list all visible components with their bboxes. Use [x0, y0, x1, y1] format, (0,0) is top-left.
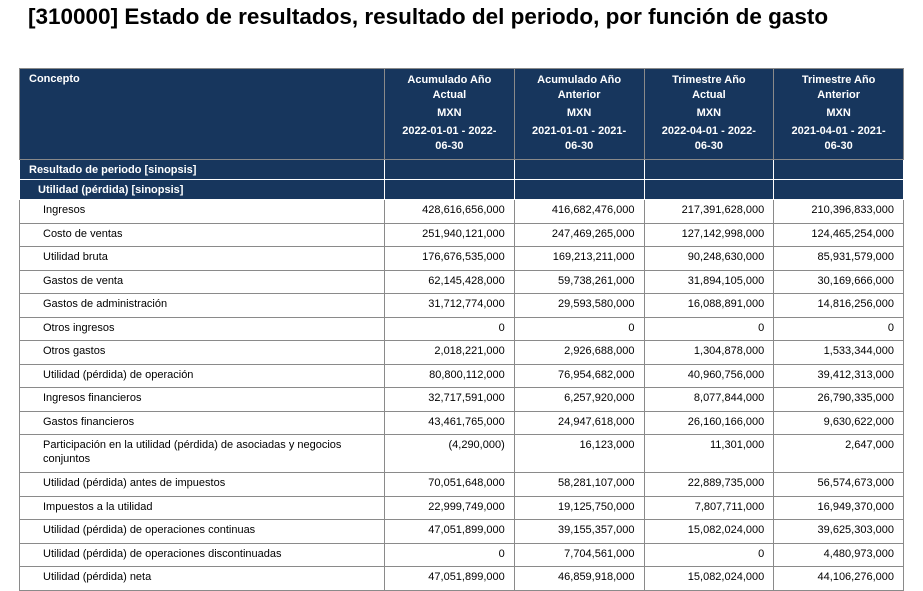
row-label: Gastos de venta [20, 270, 385, 294]
cell-value: 80,800,112,000 [385, 364, 515, 388]
column-header-title-line2: Actual [692, 89, 726, 101]
cell-value: 247,469,265,000 [514, 223, 644, 247]
cell-value: 11,301,000 [644, 435, 774, 473]
cell-value: 30,169,666,000 [774, 270, 904, 294]
table-row [20, 223, 904, 247]
column-header-title-line2: Anterior [557, 89, 601, 101]
cell-value: 1,533,344,000 [774, 341, 904, 365]
table-row [20, 567, 904, 591]
cell-value: (4,290,000) [385, 435, 515, 473]
cell-value: 22,999,749,000 [385, 496, 515, 520]
table-row [20, 388, 904, 412]
table-row [20, 411, 904, 435]
row-label: Utilidad (pérdida) antes de impuestos [20, 473, 385, 497]
cell-value: 16,123,000 [514, 435, 644, 473]
cell-value: 2,926,688,000 [514, 341, 644, 365]
cell-value: 56,574,673,000 [774, 473, 904, 497]
column-header-title-line1: Trimestre Año [672, 74, 746, 86]
cell-value: 176,676,535,000 [385, 247, 515, 271]
section-row [20, 160, 904, 180]
income-statement-table [19, 68, 904, 591]
cell-value: 15,082,024,000 [644, 567, 774, 591]
row-label: Utilidad (pérdida) de operación [20, 364, 385, 388]
cell-value: 16,088,891,000 [644, 294, 774, 318]
column-header-currency: MXN [696, 107, 722, 119]
page-title: [310000] Estado de resultados, resultado del periodo, por función de gasto [28, 4, 829, 29]
cell-value: 47,051,899,000 [385, 520, 515, 544]
column-header-currency: MXN [826, 107, 851, 119]
cell-value: 0 [774, 317, 904, 341]
cell-value: 416,682,476,000 [514, 200, 644, 224]
row-label: Impuestos a la utilidad [20, 496, 385, 520]
column-header-period-line2: 06-30 [694, 140, 723, 152]
cell-value: 31,894,105,000 [644, 270, 774, 294]
column-header-period-line2: 06-30 [565, 140, 594, 152]
cell-value: 58,281,107,000 [514, 473, 644, 497]
row-label: Ingresos financieros [20, 388, 385, 412]
column-header-title-line1: Acumulado Año [537, 74, 622, 86]
table-row [20, 341, 904, 365]
cell-value: 29,593,580,000 [514, 294, 644, 318]
column-header-title-line1: Trimestre Año [801, 74, 876, 86]
column-header-title-line2: Actual [432, 89, 467, 101]
section-label: Utilidad (pérdida) [sinopsis] [20, 180, 385, 200]
table-row [20, 364, 904, 388]
table-row [20, 520, 904, 544]
cell-value: 39,625,303,000 [774, 520, 904, 544]
cell-value: 4,480,973,000 [774, 543, 904, 567]
cell-value: 0 [514, 317, 644, 341]
cell-value: 44,106,276,000 [774, 567, 904, 591]
cell-value: 90,248,630,000 [644, 247, 774, 271]
column-header-currency: MXN [566, 107, 592, 119]
column-header-title-line2: Anterior [817, 89, 861, 101]
cell-value: 169,213,211,000 [514, 247, 644, 271]
cell-value: 0 [385, 543, 515, 567]
column-header-period-line2: 06-30 [435, 140, 464, 152]
cell-value: 39,155,357,000 [514, 520, 644, 544]
cell-value: 7,704,561,000 [514, 543, 644, 567]
cell-value: 127,142,998,000 [644, 223, 774, 247]
cell-value: 43,461,765,000 [385, 411, 515, 435]
table-row [20, 317, 904, 341]
cell-value: 0 [385, 317, 515, 341]
cell-value: 14,816,256,000 [774, 294, 904, 318]
column-header-concept: Concepto [20, 69, 385, 160]
cell-value: 6,257,920,000 [514, 388, 644, 412]
cell-value: 0 [644, 543, 774, 567]
column-header-period-line1: 2021-01-01 - 2021- [532, 125, 627, 137]
cell-value: 22,889,735,000 [644, 473, 774, 497]
cell-value: 70,051,648,000 [385, 473, 515, 497]
cell-value: 428,616,656,000 [385, 200, 515, 224]
cell-value: 24,947,618,000 [514, 411, 644, 435]
column-header-ytd-previous [514, 69, 644, 160]
row-label: Utilidad (pérdida) neta [20, 567, 385, 591]
cell-value: 19,125,750,000 [514, 496, 644, 520]
cell-value: 1,304,878,000 [644, 341, 774, 365]
column-header-period-line1: 2022-04-01 - 2022- [661, 125, 756, 137]
column-header-period-line1: 2022-01-01 - 2022- [402, 125, 497, 137]
row-label: Gastos de administración [20, 294, 385, 318]
table-row [20, 496, 904, 520]
column-header-title-line1: Acumulado Año [407, 74, 492, 86]
column-header-period-line2: 06-30 [824, 140, 853, 152]
cell-value: 251,940,121,000 [385, 223, 515, 247]
table-row [20, 200, 904, 224]
column-header-period-line1: 2021-04-01 - 2021- [791, 125, 886, 137]
cell-value: 46,859,918,000 [514, 567, 644, 591]
column-header-quarter-previous [774, 69, 904, 160]
row-label: Participación en la utilidad (pérdida) de asociadas y negocios conjuntos [20, 435, 385, 473]
section-row [20, 180, 904, 200]
cell-value: 217,391,628,000 [644, 200, 774, 224]
cell-value: 39,412,313,000 [774, 364, 904, 388]
row-label: Gastos financieros [20, 411, 385, 435]
cell-value: 26,790,335,000 [774, 388, 904, 412]
cell-value: 9,630,622,000 [774, 411, 904, 435]
cell-value: 15,082,024,000 [644, 520, 774, 544]
row-label: Utilidad bruta [20, 247, 385, 271]
cell-value: 31,712,774,000 [385, 294, 515, 318]
row-label: Costo de ventas [20, 223, 385, 247]
column-header-ytd-current [385, 69, 515, 160]
row-label: Otros ingresos [20, 317, 385, 341]
column-header-currency: MXN [437, 107, 462, 119]
table-row [20, 294, 904, 318]
cell-value: 32,717,591,000 [385, 388, 515, 412]
cell-value: 2,018,221,000 [385, 341, 515, 365]
cell-value: 210,396,833,000 [774, 200, 904, 224]
row-label: Otros gastos [20, 341, 385, 365]
column-header-quarter-current [644, 69, 774, 160]
section-label: Resultado de periodo [sinopsis] [20, 160, 385, 180]
cell-value: 85,931,579,000 [774, 247, 904, 271]
row-label: Ingresos [20, 200, 385, 224]
cell-value: 16,949,370,000 [774, 496, 904, 520]
table-header-row [20, 69, 904, 160]
cell-value: 59,738,261,000 [514, 270, 644, 294]
row-label: Utilidad (pérdida) de operaciones discontinuadas [20, 543, 385, 567]
cell-value: 26,160,166,000 [644, 411, 774, 435]
cell-value: 124,465,254,000 [774, 223, 904, 247]
cell-value: 47,051,899,000 [385, 567, 515, 591]
table-row [20, 247, 904, 271]
table-row [20, 473, 904, 497]
cell-value: 62,145,428,000 [385, 270, 515, 294]
cell-value: 0 [644, 317, 774, 341]
cell-value: 8,077,844,000 [644, 388, 774, 412]
row-label: Utilidad (pérdida) de operaciones continuas [20, 520, 385, 544]
cell-value: 40,960,756,000 [644, 364, 774, 388]
table-row [20, 543, 904, 567]
table-row [20, 435, 904, 473]
cell-value: 76,954,682,000 [514, 364, 644, 388]
cell-value: 7,807,711,000 [644, 496, 774, 520]
table-row [20, 270, 904, 294]
cell-value: 2,647,000 [774, 435, 904, 473]
